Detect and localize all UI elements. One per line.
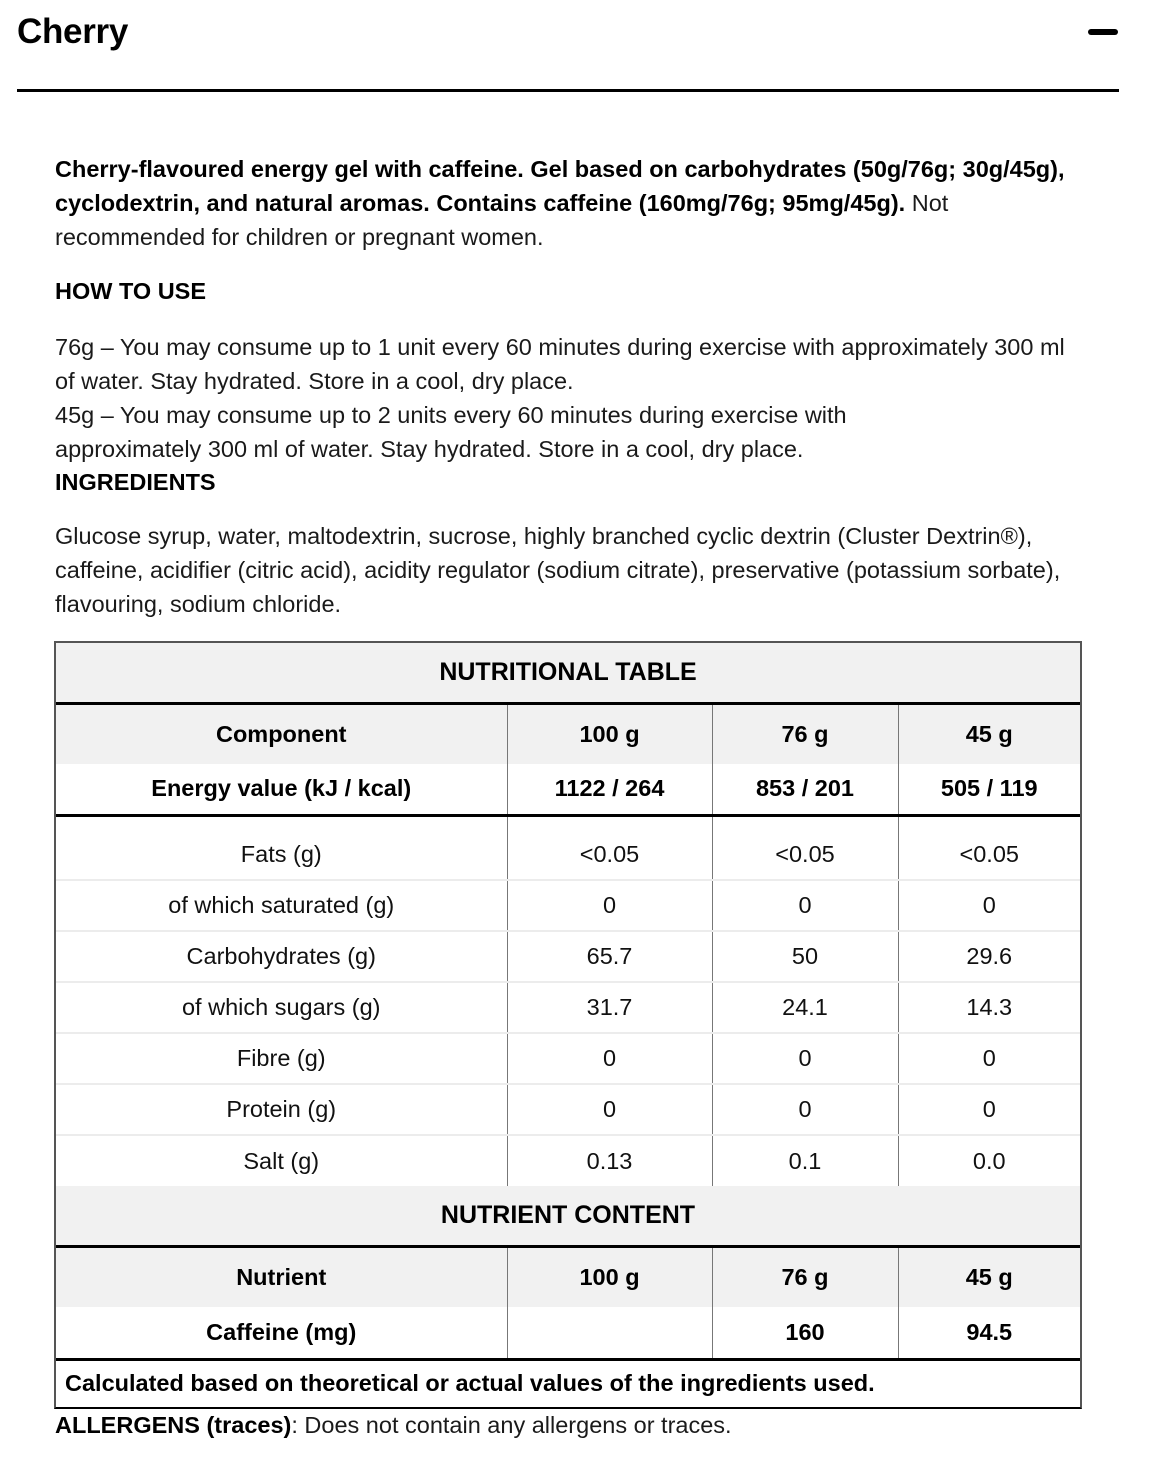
intro-paragraph xyxy=(55,152,1095,254)
row-45g: 0 xyxy=(898,1033,1080,1084)
row-76g: 50 xyxy=(712,931,898,982)
caffeine-label: Caffeine (mg) xyxy=(56,1307,507,1359)
table-row xyxy=(56,1033,1080,1084)
allergens-label: ALLERGENS (traces) xyxy=(55,1412,292,1438)
row-76g: 0 xyxy=(712,1033,898,1084)
minus-icon[interactable] xyxy=(1088,29,1118,35)
row-100g: 0 xyxy=(507,1033,712,1084)
row-45g: <0.05 xyxy=(959,841,1019,868)
table-note-row xyxy=(56,1359,1080,1407)
row-label: Fats (g) xyxy=(56,815,507,880)
header-45g: 45 g xyxy=(898,703,1080,764)
row-100g: 0 xyxy=(507,1084,712,1135)
caffeine-45g: 94.5 xyxy=(898,1307,1080,1359)
how-to-use-text xyxy=(55,330,1085,466)
row-label: Protein (g) xyxy=(56,1084,507,1135)
header-76g: 76 g xyxy=(712,703,898,764)
table-row xyxy=(56,1135,1080,1186)
row-100g: <0.05 xyxy=(507,815,712,880)
energy-label: Energy value (kJ / kcal) xyxy=(56,764,507,815)
nutritional-table xyxy=(54,641,1082,1409)
caffeine-100g xyxy=(507,1307,712,1359)
energy-76g: 853 / 201 xyxy=(712,764,898,815)
row-45g: 14.3 xyxy=(898,982,1080,1033)
intro-normal-text: Not recommended for children or pregnant women. xyxy=(55,190,949,250)
allergens-statement xyxy=(55,1408,732,1442)
table-row xyxy=(56,931,1080,982)
ingredients-text: Glucose syrup, water, maltodextrin, sucrose, highly branched cyclic dextrin (Cluster Dextrin®), caffeine, acidifier (citric acid), acidity regulator (sodium citrate), preservative (potassium sorbate), flavouring, sodium chloride. xyxy=(55,523,1061,617)
row-76g: 0 xyxy=(712,880,898,931)
row-label: of which saturated (g) xyxy=(56,880,507,931)
how-to-use-heading: HOW TO USE xyxy=(55,278,207,304)
row-label: Carbohydrates (g) xyxy=(56,931,507,982)
header-nutrient: Nutrient xyxy=(56,1246,507,1307)
header-76g: 76 g xyxy=(712,1246,898,1307)
header-component: Component xyxy=(56,703,507,764)
row-45g: 0 xyxy=(898,1084,1080,1135)
table-row xyxy=(56,880,1080,931)
table-row xyxy=(56,1084,1080,1135)
row-76g: <0.05 xyxy=(712,815,898,880)
row-label: Salt (g) xyxy=(56,1135,507,1186)
row-45g: 29.6 xyxy=(898,931,1080,982)
row-100g: 0 xyxy=(507,880,712,931)
allergens-text: : Does not contain any allergens or traces. xyxy=(291,1412,732,1438)
energy-45g: 505 / 119 xyxy=(898,764,1080,815)
header-45g: 45 g xyxy=(898,1246,1080,1307)
row-76g: 0 xyxy=(712,1084,898,1135)
header-100g: 100 g xyxy=(507,1246,712,1307)
row-100g: 31.7 xyxy=(507,982,712,1033)
caffeine-76g: 160 xyxy=(712,1307,898,1359)
row-100g: 0.13 xyxy=(507,1135,712,1186)
how-to-use-line-76g: 76g – You may consume up to 1 unit every 60 minutes during exercise with approximately 300 ml of water. Stay hydrated. Store in a cool, dry place. xyxy=(55,334,1065,394)
row-76g: 0.1 xyxy=(712,1135,898,1186)
table-header-row xyxy=(56,703,1080,764)
nutrient-header-row xyxy=(56,1246,1080,1307)
nutrient-content-title: NUTRIENT CONTENT xyxy=(56,1186,1080,1246)
table-row xyxy=(56,815,1080,880)
energy-row xyxy=(56,764,1080,815)
accordion-header-cherry[interactable] xyxy=(17,0,1119,92)
table-note: Calculated based on theoretical or actual values of the ingredients used. xyxy=(65,1370,875,1397)
row-label: Fibre (g) xyxy=(56,1033,507,1084)
table-title-row xyxy=(56,643,1080,703)
intro-bold-text: Cherry-flavoured energy gel with caffeine. Gel based on carbohydrates (50g/76g; 30g/45g), cyclodextrin, and natural aromas. Contains caffeine (160mg/76g; 95mg/45g). xyxy=(55,156,1065,216)
energy-100g: 1122 / 264 xyxy=(507,764,712,815)
row-100g: 65.7 xyxy=(507,931,712,982)
nutrient-content-title-row xyxy=(56,1186,1080,1246)
table-row xyxy=(56,982,1080,1033)
row-76g: 24.1 xyxy=(712,982,898,1033)
how-to-use-line-45g: 45g – You may consume up to 2 units every 60 minutes during exercise with approximately 300 ml of water. Stay hydrated. Store in a cool, dry place. xyxy=(55,402,847,462)
ingredients-heading: INGREDIENTS xyxy=(55,469,216,495)
row-45g: 0.0 xyxy=(898,1135,1080,1186)
row-45g: 0 xyxy=(898,880,1080,931)
row-label: of which sugars (g) xyxy=(56,982,507,1033)
caffeine-row xyxy=(56,1307,1080,1359)
accordion-title: Cherry xyxy=(17,12,129,51)
header-100g: 100 g xyxy=(507,703,712,764)
table-title: NUTRITIONAL TABLE xyxy=(56,643,1080,703)
